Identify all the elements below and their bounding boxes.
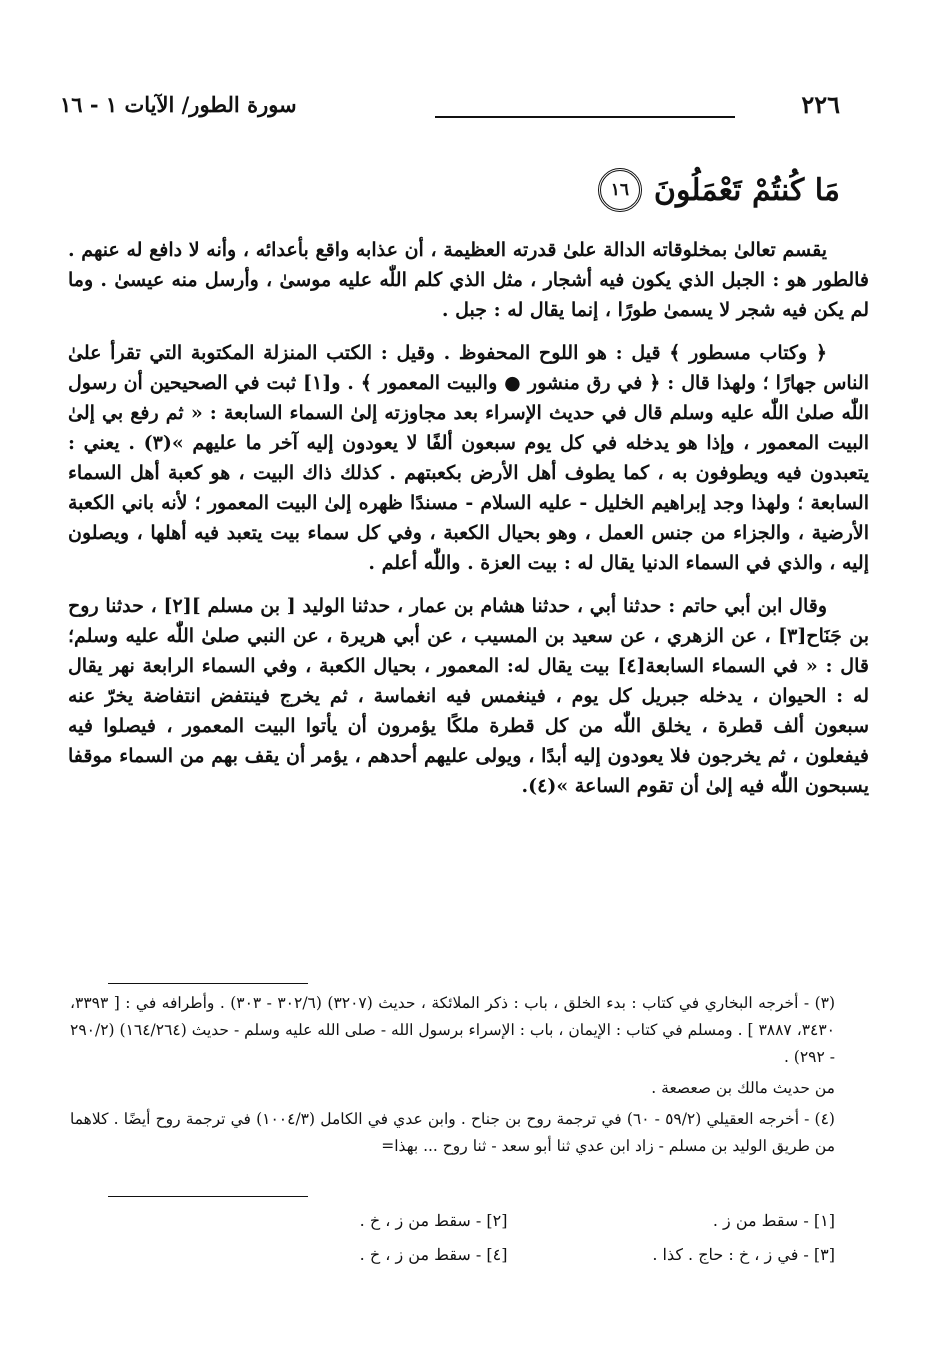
paragraph-2: ﴿ وكتاب مسطور ﴾ قيل : هو اللوح المحفوظ . وقيل : الكتب المنزلة المكتوبة التي تقرأ علىٰ الناس جهارًا ؛ ولهذا قال : ﴿ في رق منشور ● والبيت المعمور ﴾ . و[١] ثبت في الصحيحين أن رسول اللّٰه صلىٰ اللّٰه عليه وسلم قال في حديث الإسراء بعد مجاوزته إلىٰ السماء السابعة : « ثم رفع بي إلىٰ البيت المعمور ، وإذا هو يدخله في كل يوم سبعون ألفًا لا يعودون إليه آخر ما عليهم »(٣) . يعني : يتعبدون فيه ويطوفون به ، كما يطوف أهل الأرض بكعبتهم . كذلك ذاك البيت ، هو كعبة أهل السماء السابعة ؛ ولهذا وجد إبراهيم الخليل - عليه السلام - مسندًا ظهره إلىٰ البيت المعمور ؛ لأنه باني الكعبة الأرضية ، والجزاء من جنس العمل ، وهو بحيال الكعبة ، وفي كل سماء بيت يتعبد فيه أهلها ، ويصلون إليه ، والذي في السماء الدنيا يقال له : بيت العزة . واللّٰه أعلم . [68,342,869,574]
verse-number-ornament [598,168,642,212]
variant-note-1: [١] - سقط من ز . [712,1211,835,1230]
variant-note-3: [٣] - في ز ، خ : حاج . كذا . [652,1245,835,1264]
page-header [60,90,840,130]
footnote-rule [108,983,308,984]
running-title: سورة الطور/ الآيات ١ - ١٦ [60,92,297,117]
manuscript-variants [180,1208,835,1268]
footnotes [70,990,835,1164]
footnote-4: (٤) - أخرجه العقيلي (٥٩/٢ - ٦٠) في ترجمة روح بن جناح . وابن عدي في الكامل (١٠٠٤/٣) في ترجمة روح أيضًا . كلاهما من طريق الوليد بن مسلم - زاد ابن عدي ثنا أبو سعد - ثنا روح ... بهذا= [70,1110,835,1155]
paragraph-1: يقسم تعالىٰ بمخلوقاته الدالة علىٰ قدرته العظيمة ، أن عذابه واقع بأعدائه ، وأنه لا دافع له عنهم . فالطور هو : الجبل الذي يكون فيه أشجار ، مثل الذي كلم اللّٰه عليه موسىٰ ، وأرسل منه عيسىٰ . وما لم يكن فيه شجر لا يسمىٰ طورًا ، إنما يقال له : جبل . [68,239,869,321]
variant-note-4: [٤] - سقط من ز ، خ . [359,1245,508,1264]
footnote-3: (٣) - أخرجه البخاري في كتاب : بدء الخلق ، باب : ذكر الملائكة ، حديث (٣٢٠٧) (٣٠٢/٦ - ٣٠٣) . وأطرافه في : [ ٣٣٩٣، ٣٤٣٠، ٣٨٨٧ ] . ومسلم في كتاب : الإيمان ، باب : الإسراء برسول الله - صلى الله عليه وسلم - حديث (١٦٤/٢٦٤) (٢٩٠/٢ - ٢٩٢) . [70,994,836,1066]
variant-note-2: [٢] - سقط من ز ، خ . [359,1211,508,1230]
header-rule [435,116,735,118]
variants-rule [108,1196,308,1197]
verse-number: ١٦ [610,180,630,200]
commentary-body [68,235,869,814]
verse-heading [598,160,840,220]
page-number: ٢٢٦ [801,90,840,119]
paragraph-3: وقال ابن أبي حاتم : حدثنا أبي ، حدثنا هشام بن عمار ، حدثنا الوليد [ بن مسلم ][٢] ، حدثنا روح بن جَنَاح[٣] ، عن الزهري ، عن سعيد بن المسيب ، عن أبي هريرة ، عن النبي صلىٰ اللّٰه عليه وسلم؛ قال : « في السماء السابعة[٤] بيت يقال له: المعمور ، بحيال الكعبة ، وفي السماء الرابعة نهر يقال له : الحيوان ، يدخله جبريل كل يوم ، فينغمس فيه انغماسة ، ثم يخرج فينتفض انتفاضة يخرّ عنه سبعون ألف قطرة ، يخلق اللّٰه من كل قطرة ملكًا يؤمرون أن يأتوا البيت المعمور ، فيصلوا فيه فيفعلون ، ثم يخرجون فلا يعودون إليه أبدًا ، ويولى عليهم أحدهم ، يؤمر أن يقف بهم من السماء موقفا يسبحون اللّٰه فيه إلىٰ أن تقوم الساعة »(٤). [68,595,870,797]
footnote-3-continued: من حديث مالك بن صعصعة . [651,1079,835,1097]
verse-text: مَا كُنتُمْ تَعْمَلُونَ [653,172,840,208]
